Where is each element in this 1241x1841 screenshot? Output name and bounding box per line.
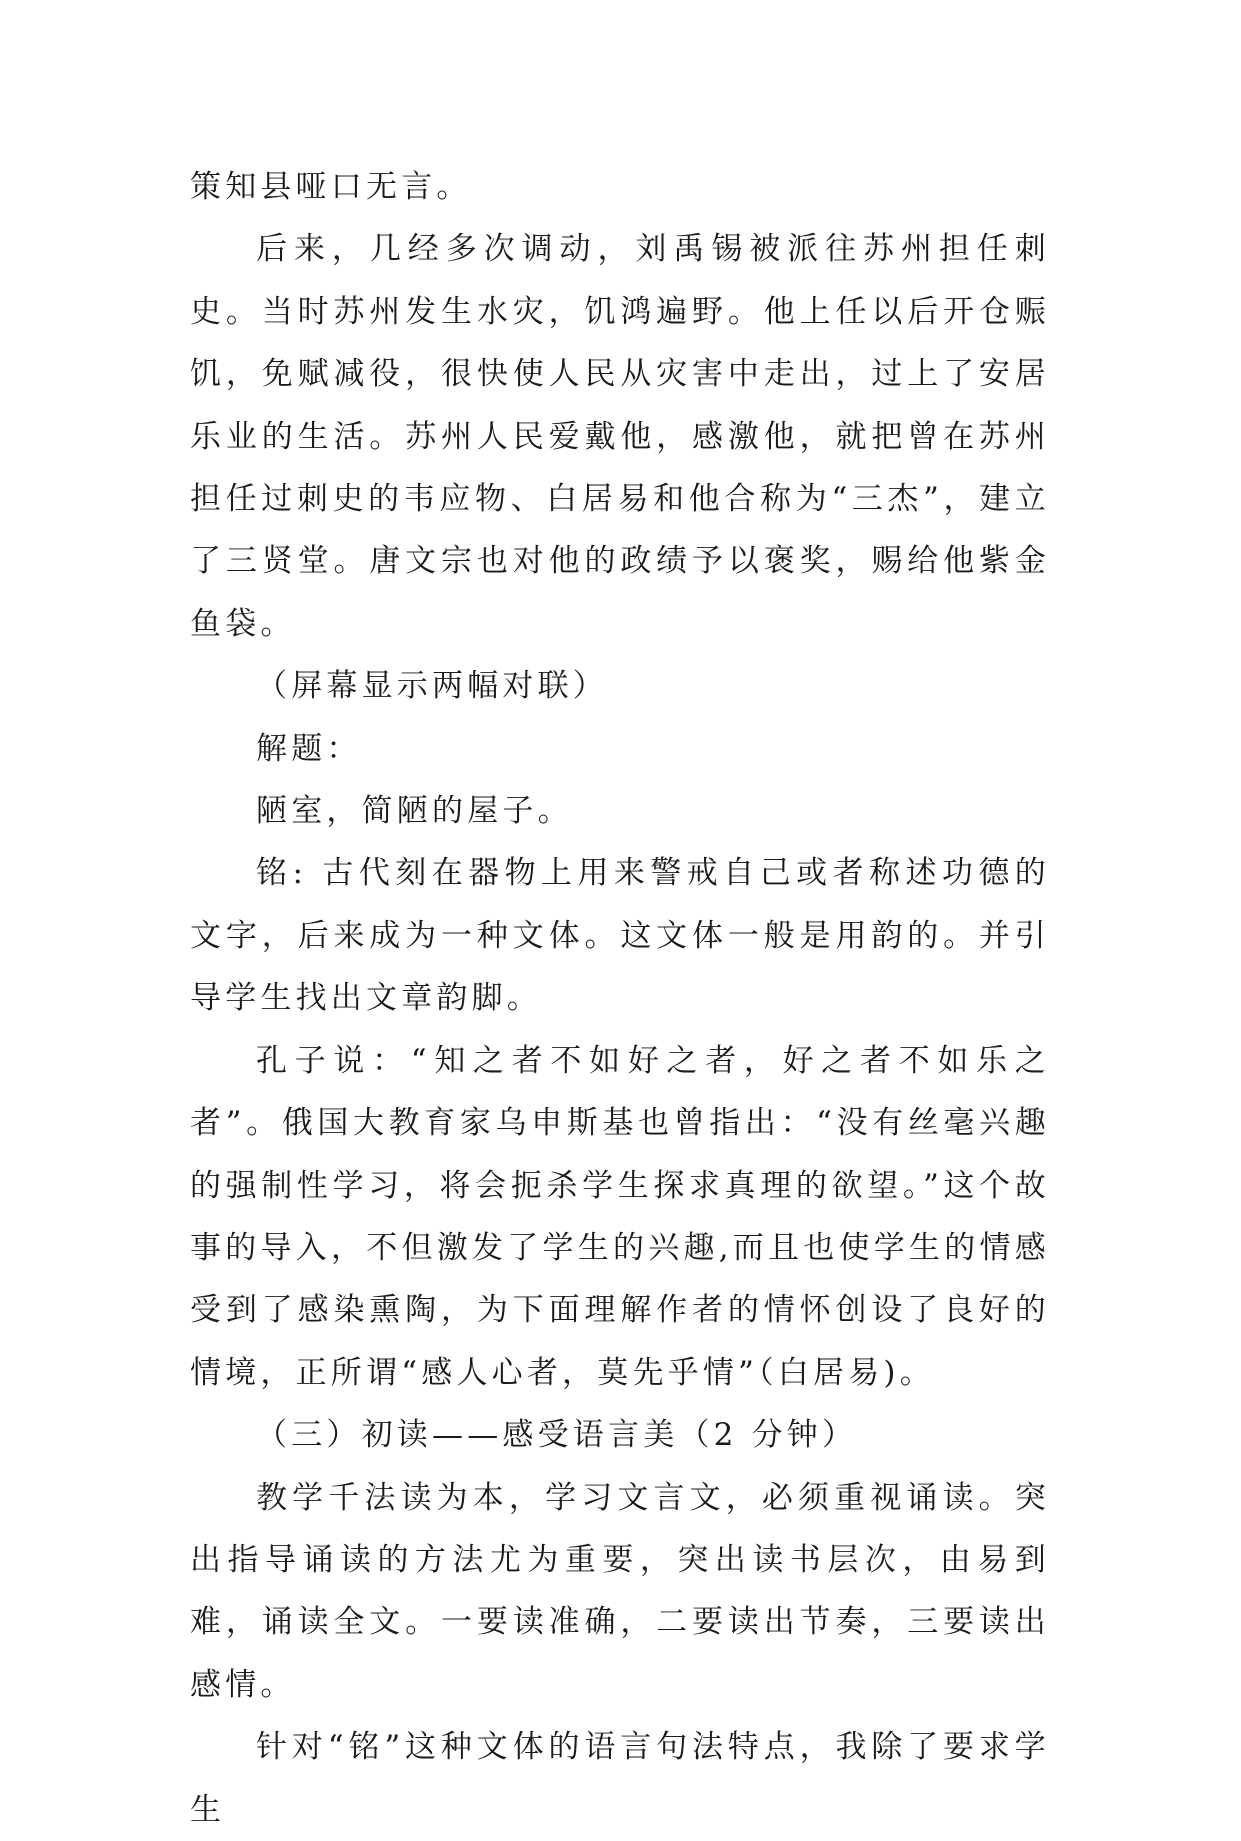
paragraph-7: 孔子说：“知之者不如好之者，好之者不如乐之者”。俄国大教育家乌申斯基也曾指出：“没有丝毫兴趣的强制性学习，将会扼杀学生探求真理的欲望。”这个故事的导入，不但激发了学生的兴趣,而且也使学生的情感受到了感染熏陶，为下面理解作者的情怀创设了良好的情境，正所谓“感人心者，莫先乎情”（白居易)。 (190, 1042, 1050, 1391)
document-page (190, 156, 1050, 1841)
paragraph-10: 针对“铭”这种文体的语言句法特点，我除了要求学生 (190, 1729, 1050, 1828)
section-heading: （三）初读——感受语言美（2 分钟） (256, 1417, 858, 1454)
paragraph-9: 教学千法读为本，学习文言文，必须重视诵读。突出指导诵读的方法尤为重要，突出读书层次，由易到难，诵读全文。一要读准确，二要读出节奏，三要读出感情。 (190, 1479, 1050, 1703)
paragraph-4: 解题： (256, 730, 362, 767)
paragraph-6: 铭: 古代刻在器物上用来警戒自己或者称述功德的文字，后来成为一种文体。这文体一般是用韵的。并引导学生找出文章韵脚。 (190, 855, 1050, 1017)
paragraph-3: （屏幕显示两幅对联） (256, 668, 608, 705)
paragraph-2: 后来，几经多次调动，刘禹锡被派往苏州担任刺史。当时苏州发生水灾，饥鸿遍野。他上任以后开仓赈饥，免赋减役，很快使人民从灾害中走出，过上了安居乐业的生活。苏州人民爱戴他，感激他，就把曾在苏州担任过刺史的韦应物、白居易和他合称为“三杰”，建立了三贤堂。唐文宗也对他的政绩予以褒奖，赐给他紫金鱼袋。 (190, 231, 1050, 642)
paragraph-1: 策知县哑口无言。 (190, 169, 472, 205)
paragraph-5: 陋室，简陋的屋子。 (256, 793, 573, 830)
